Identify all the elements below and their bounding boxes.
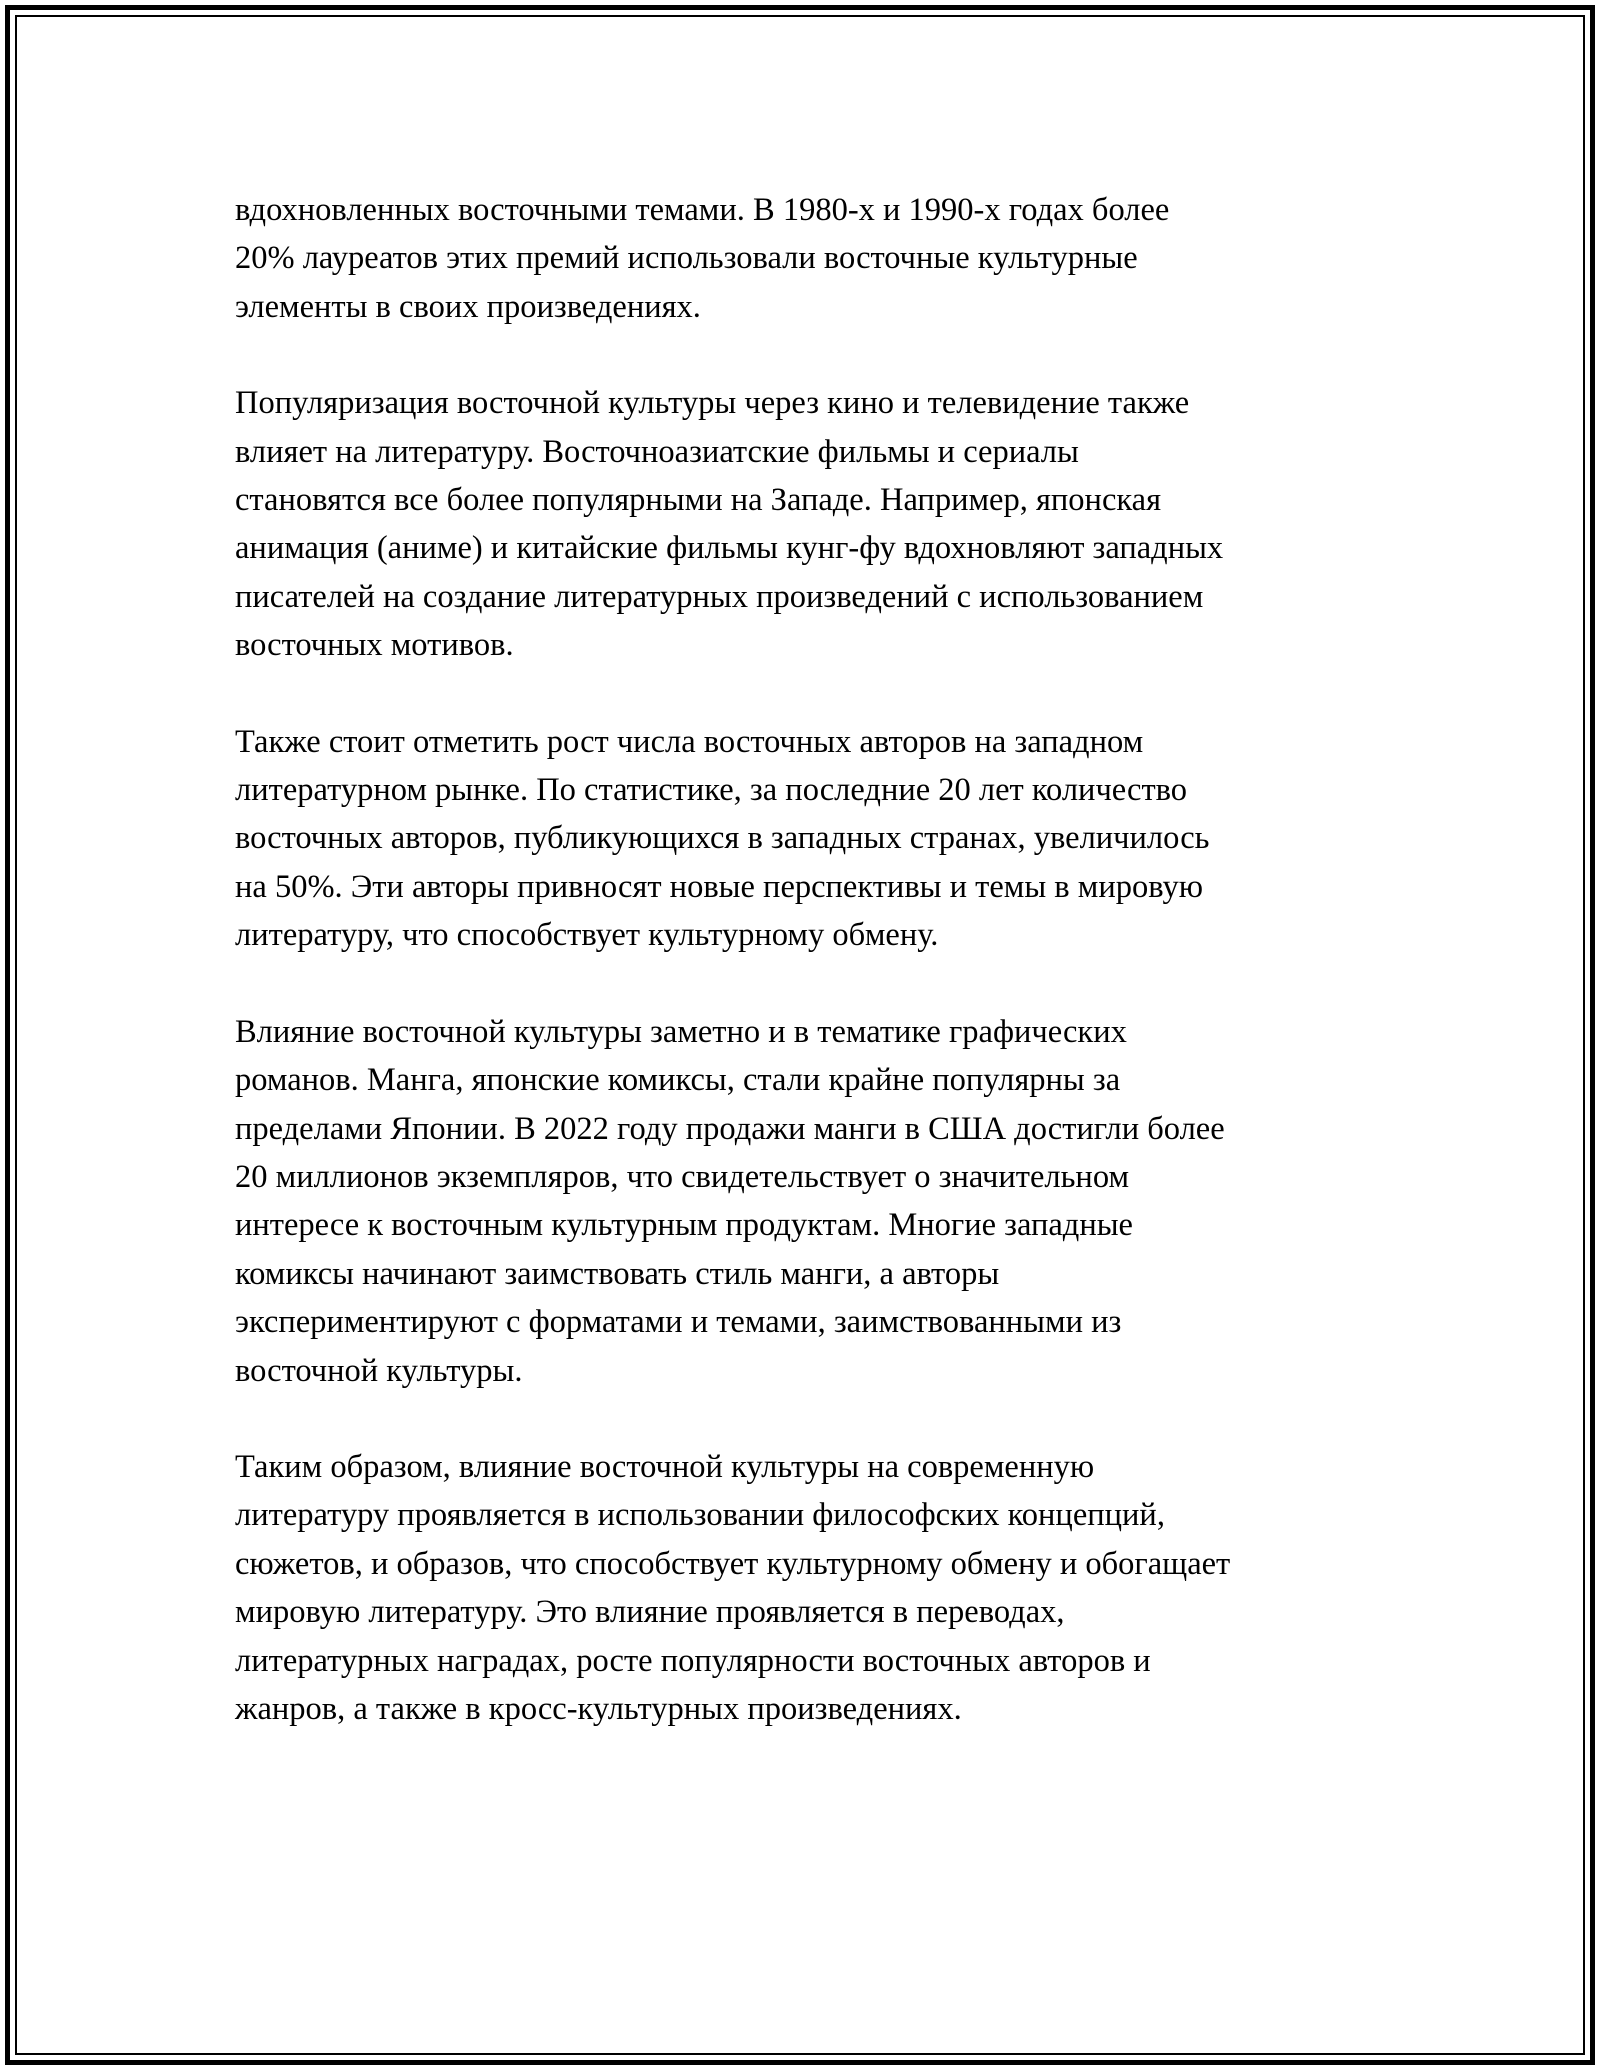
paragraph: Популяризация восточной культуры через кино и телевидение также влияет на литературу. Восточноазиатские фильмы и сериалы становятся все более популярными на Западе. Например, японская анимация (аниме) и китайские фильмы кунг-фу вдохновляют западных писателей на создание литературных произведений с использованием восточных мотивов. [235, 385, 1224, 664]
document-body [235, 186, 1385, 1781]
paragraph: Также стоит отметить рост числа восточных авторов на западном литературном рынке. По статистике, за последние 20 лет количество восточных авторов, публикующихся в западных странах, увеличилось на 50%. Эти авторы привносят новые перспективы и темы в мировую литературу, что способствует культурному обмену. [235, 723, 1210, 954]
paragraph: Влияние восточной культуры заметно и в тематике графических романов. Манга, японские комиксы, стали крайне популярны за пределами Японии. В 2022 году продажи манги в США достигли более 20 миллионов экземпляров, что свидетельствует о значительном интересе к восточным культурным продуктам. Многие западные комиксы начинают заимствовать стиль манги, а авторы экспериментируют с форматами и темами, заимствованными из восточной культуры. [235, 1013, 1225, 1389]
paragraph: Таким образом, влияние восточной культуры на современную литературу проявляется в использовании философских концепций, сюжетов, и образов, что способствует культурному обмену и обогащает мировую литературу. Это влияние проявляется в переводах, литературных наградах, росте популярности восточных авторов и жанров, а также в кросс-культурных произведениях. [235, 1448, 1231, 1727]
paragraph: вдохновленных восточными темами. В 1980-х и 1990-х годах более 20% лауреатов этих премий использовали восточные культурные элементы в своих произведениях. [235, 192, 1170, 325]
